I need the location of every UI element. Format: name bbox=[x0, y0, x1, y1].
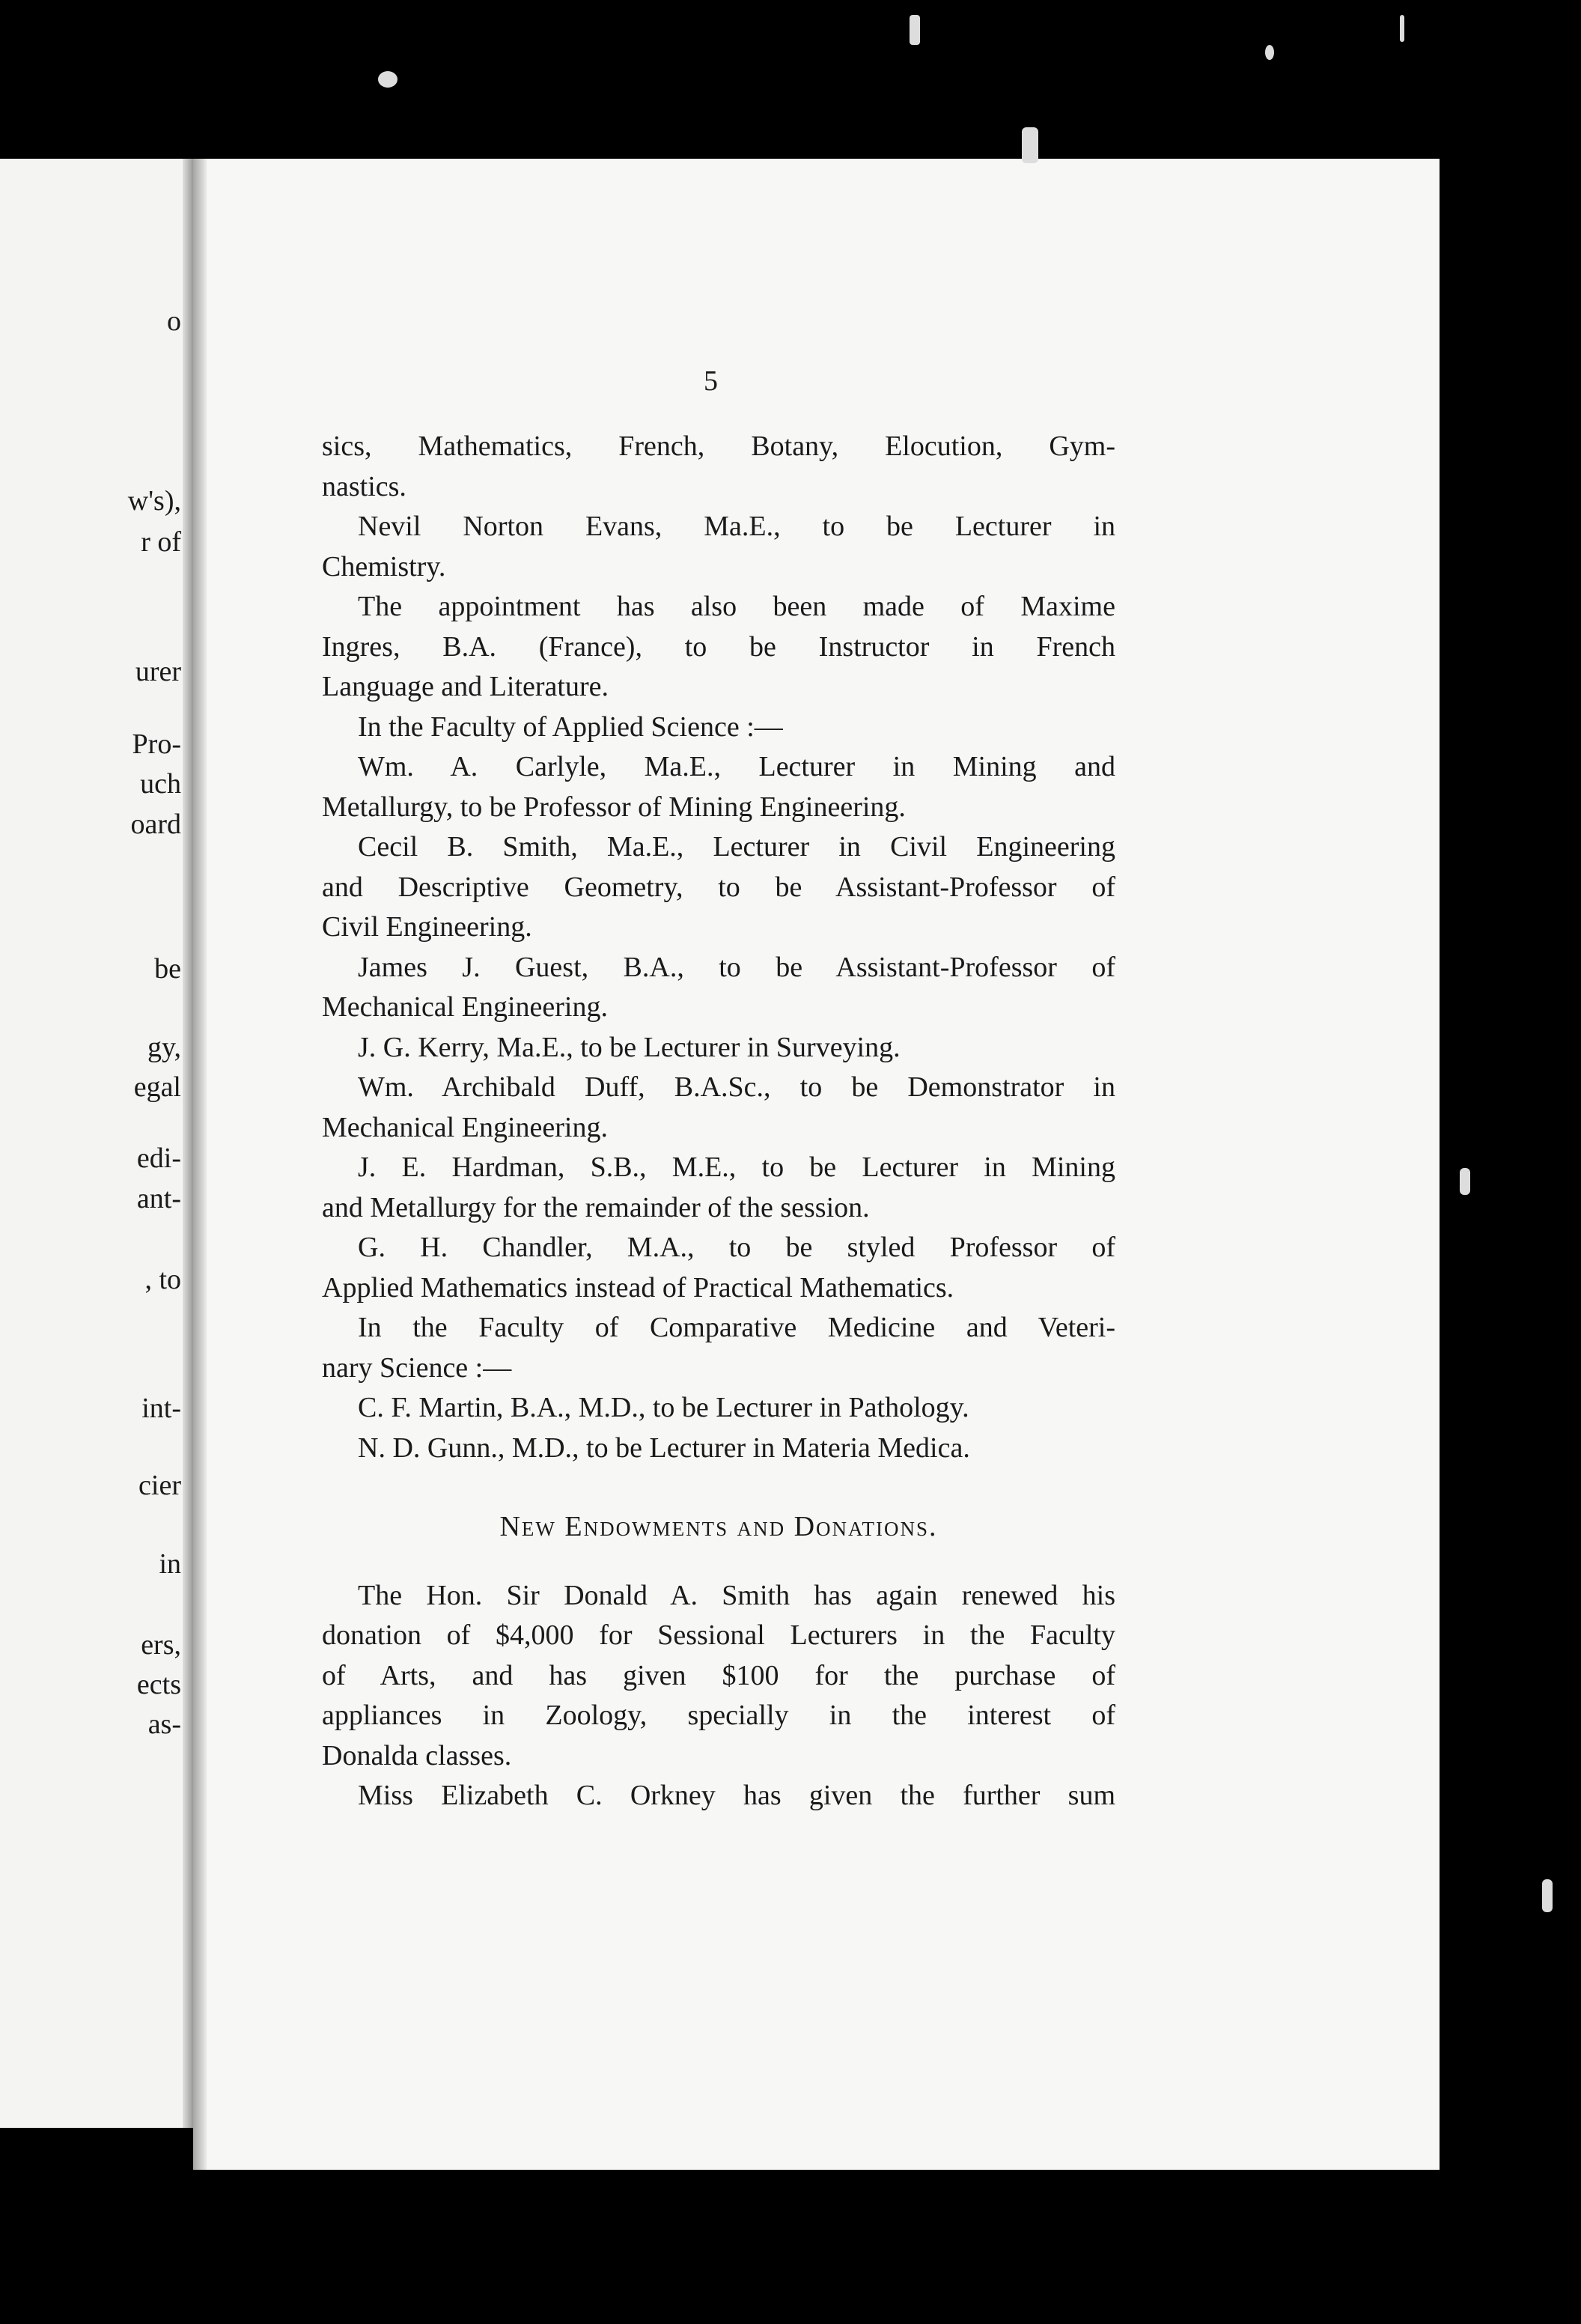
text-line: sics, Mathematics, French, Botany, Elocution, Gym- bbox=[322, 431, 1115, 462]
facing-page-fragment: w's), bbox=[127, 485, 181, 517]
text-line: J. G. Kerry, Ma.E., to be Lecturer in Surveying. bbox=[358, 1031, 901, 1063]
text-line: The Hon. Sir Donald A. Smith has again renewed his bbox=[358, 1579, 1115, 1611]
text-line: The appointment has also been made of Maxime bbox=[358, 591, 1115, 622]
text-line: In the Faculty of Applied Science :— bbox=[358, 711, 783, 743]
facing-page-fragment: , to bbox=[144, 1264, 181, 1295]
text-line: Cecil B. Smith, Ma.E., Lecturer in Civil Engineering bbox=[358, 831, 1115, 863]
scan-speck bbox=[1460, 1168, 1470, 1195]
facing-page-fragment: int- bbox=[141, 1393, 181, 1424]
appointments-text bbox=[322, 427, 1115, 1468]
text-line: Chemistry. bbox=[322, 550, 446, 582]
scan-speck bbox=[910, 15, 920, 45]
facing-page-fragment: in bbox=[159, 1548, 181, 1580]
facing-page-left bbox=[0, 159, 193, 2128]
facing-page-fragment: urer bbox=[135, 656, 181, 687]
scan-speck bbox=[1022, 127, 1038, 163]
facing-page-fragment: cier bbox=[138, 1470, 181, 1501]
facing-page-fragment: uch bbox=[140, 768, 181, 800]
text-line: Donalda classes. bbox=[322, 1739, 512, 1771]
facing-page-fragment: edi- bbox=[136, 1143, 181, 1174]
text-line: of Arts, and has given $100 for the purchase of bbox=[322, 1659, 1115, 1691]
section-heading: New Endowments and Donations. bbox=[499, 1511, 938, 1542]
text-line: Wm. A. Carlyle, Ma.E., Lecturer in Mining and bbox=[358, 751, 1115, 782]
text-line: Ingres, B.A. (France), to be Instructor in French bbox=[322, 630, 1115, 663]
text-line: Nevil Norton Evans, Ma.E., to be Lecturer in bbox=[358, 511, 1115, 542]
page-body bbox=[322, 427, 1115, 1816]
text-line: Applied Mathematics instead of Practical Mathematics. bbox=[322, 1271, 954, 1304]
page-number: 5 bbox=[704, 365, 718, 397]
text-line: N. D. Gunn., M.D., to be Lecturer in Materia Medica. bbox=[358, 1432, 970, 1464]
facing-page-fragment: be bbox=[154, 953, 181, 985]
facing-page-fragment: ects bbox=[136, 1669, 181, 1700]
facing-page-fragment: gy, bbox=[147, 1032, 181, 1063]
facing-page-fragment: ers, bbox=[141, 1629, 181, 1661]
page-gutter bbox=[183, 159, 193, 2128]
facing-page-fragment: as- bbox=[147, 1709, 181, 1740]
facing-page-fragment: egal bbox=[133, 1071, 181, 1103]
text-line: G. H. Chandler, M.A., to be styled Professor of bbox=[358, 1232, 1115, 1263]
text-line: In the Faculty of Comparative Medicine and Veteri- bbox=[358, 1312, 1115, 1343]
text-line: Civil Engineering. bbox=[322, 911, 532, 943]
scan-speck bbox=[378, 71, 397, 88]
text-line: Mechanical Engineering. bbox=[322, 991, 608, 1023]
text-line: nastics. bbox=[322, 470, 406, 502]
page-edge-shadow bbox=[193, 159, 207, 2170]
text-line: Miss Elizabeth C. Orkney has given the further sum bbox=[358, 1780, 1115, 1811]
text-line: appliances in Zoology, specially in the interest of bbox=[322, 1700, 1115, 1731]
facing-page-fragment: o bbox=[167, 305, 181, 337]
donations-text bbox=[322, 1576, 1115, 1816]
facing-page-fragment: Pro- bbox=[132, 728, 181, 760]
text-line: C. F. Martin, B.A., M.D., to be Lecturer in Pathology. bbox=[358, 1392, 969, 1423]
text-line: J. E. Hardman, S.B., M.E., to be Lecturer in Mining bbox=[358, 1152, 1115, 1183]
text-line: Language and Literature. bbox=[322, 671, 609, 702]
text-line: and Descriptive Geometry, to be Assistant-Professor of bbox=[322, 871, 1115, 903]
text-line: donation of $4,000 for Sessional Lecturers in the Faculty bbox=[322, 1619, 1115, 1651]
text-line: and Metallurgy for the remainder of the session. bbox=[322, 1191, 870, 1223]
facing-page-fragment: r of bbox=[141, 526, 181, 558]
text-line: Mechanical Engineering. bbox=[322, 1111, 608, 1143]
text-line: James J. Guest, B.A., to be Assistant-Professor of bbox=[358, 951, 1115, 983]
text-line: Metallurgy, to be Professor of Mining Engineering. bbox=[322, 791, 906, 823]
scan-speck bbox=[1265, 45, 1274, 60]
facing-page-fragment: ant- bbox=[136, 1183, 181, 1214]
text-line: Wm. Archibald Duff, B.A.Sc., to be Demonstrator in bbox=[358, 1071, 1115, 1103]
scan-speck bbox=[1542, 1879, 1553, 1912]
scan-speck bbox=[1400, 15, 1404, 42]
text-line: nary Science :— bbox=[322, 1351, 512, 1384]
facing-page-fragment: oard bbox=[130, 809, 181, 840]
